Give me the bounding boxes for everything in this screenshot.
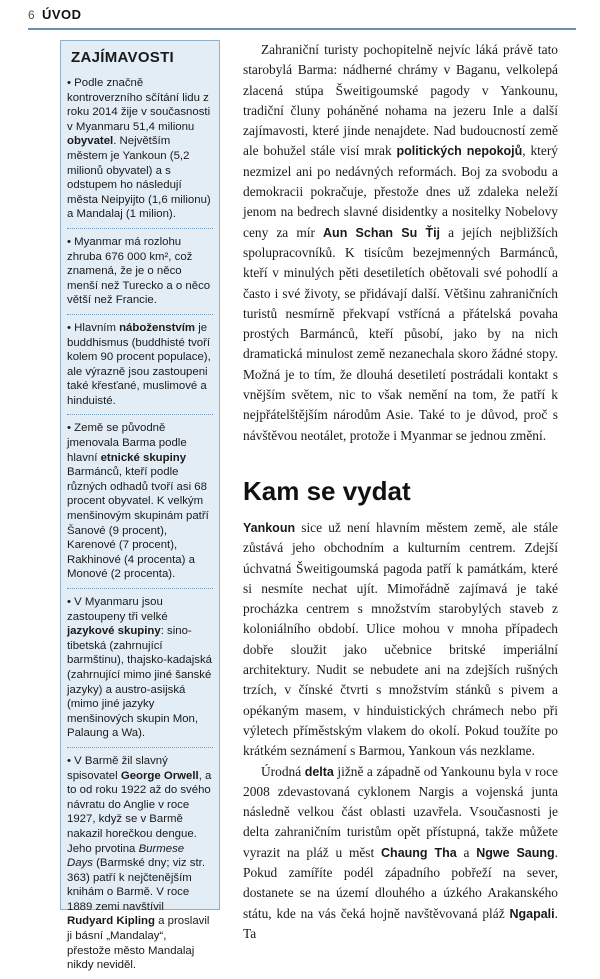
intro-paragraph: Zahraniční turisty pochopitelně nejvíc láká právě tato starobylá Barma: nádherné chrámy v Baganu, velkolepá zlacená stúpa Šweitigoumské pagody v Yankounu, tradiční čluny poháněné nohama na jezeru Inle a další zajímavosti, které jinde nenajdete. Nad budoucností země ale bohužel stále visí mrak politických nepokojů, který nezmizel ani po nedávných reformách. Boj za svobodu a demokracii pokračuje, přestože dnes už zdaleka neleží jenom na bedrech slavné disidentky a nositelky Nobelovy ceny za mír Aun Schan Su Ťij a jejích nejbližších spolupracovníků. K tisícům bezejmenných Barmánců, kteří v minulých pěti desetiletích obětovali své pohodlí a často i své životy, se přidávají další. Většinu zahraničních turistů nesmírně překvapí vstřícná a přátelská povaha prostých Barmánců, kteří působí, jako by na nich dramatická minulost země nezanechala skoro žádné stopy. Možná je to tím, že dlouhá desetiletí postrádali kontakt s vnějším světem, nic to však nemění na tom, že patří k nejpřátelštějším národům Asie. Také to je důvod, proč s návštěvou neotálet, protože i Myanmar se jednou změní.	[243, 42, 558, 443]
fact-population: • Podle značně kontroverzního sčítání lidu z roku 2014 žije v současnosti v Myanmaru 51,4 milionu obyvatel. Největším městem je Yankoun (5,2 milionů obyvatel) a s odstupem ho následují města Neipyijto (1,6 milionu) a Mandalaj (1 milion).	[67, 76, 213, 229]
main-text-column	[243, 40, 558, 944]
fact-writers: • V Barmě žil slavný spisovatel George Orwell, a to od roku 1922 až do svého návratu do Anglie v roce 1927, když se v Barmě nakazil horečkou dengue. Jeho prvotina Burmese Days (Barmské dny; viz str. 363) patří k nejčtenějším knihám o Barmě. V roce 1889 zemi navštívil Rudyard Kipling a proslavil ji básní „Mandalay“, přestože město Mandalaj nikdy neviděl.	[67, 754, 212, 972]
fact-religion: • Hlavním náboženstvím je buddhismus (buddhisté tvoří kolem 90 procent populace), ale výrazně jsou zastoupeni také křesťané, muslimové a hinduisté.	[67, 321, 213, 416]
delta-paragraph: Úrodná delta jižně a západně od Yankounu byla v roce 2008 zdevastovaná cyklonem Nargis a vojenská junta následně velkou část oblasti uzavřela. Vsoučasnosti je delta zahraničním turistům opět přístupná, takže můžete vyrazit na pláž u měst Chaung Tha a Ngwe Saung. Pokud zamíříte podél západního pobřeží na sever, dostanete se na území dlouhého a úzkého Arakanského státu, kde na vás čeká hojně navštěvovaná pláž Ngapali. Ta	[243, 763, 559, 941]
facts-sidebar	[60, 40, 220, 972]
page-header	[28, 6, 576, 30]
fact-area: • Myanmar má rozlohu zhruba 676 000 km², což znamená, že je o něco menší než Turecko a o něco větší než Francie.	[67, 235, 213, 315]
sidebar-title: ZAJÍMAVOSTI	[71, 49, 175, 66]
page-number: 6	[28, 8, 35, 22]
section-heading: Kam se vydat	[243, 475, 411, 506]
fact-languages: • V Myanmaru jsou zastoupeny tři velké jazykové skupiny: sino-tibetská (zahrnující barmštinu), thajsko-kadajská (zahrnující mimo jiné šanské jazyky) a austro-asijská (mimo jiné jazyky menšinových skupin Mon, Palaung a Wa).	[67, 595, 213, 748]
yankoun-paragraph: Yankoun sice už není hlavním městem země, ale stále zůstává jeho obchodním a kulturním centrem. Zdejší úchvatná Šweitigoumská pagoda patří k památkám, které si nesmíte nechat ujít. Mimořádně zajímavá je také procházka centrem s množstvím starobylých staveb z koloniálního období. Ulice mohou v mnoha případech dobře sloužit jako učebnice britské imperiální architektury. Nudit se nebudete ani na zdejších rušných trzích, v čínské čtvrti s množstvím stánků s pivem a opékaným masem, v hinduistických chrámech nebo při výletech příměstským vlakem do okolí. Pokud toužíte po krátkém seznámení s Barmou, Yankoun vás nezklame.	[243, 519, 558, 759]
fact-ethnic-groups: • Země se původně jmenovala Barma podle hlavní etnické skupiny Barmánců, kteří podle různých odhadů tvoří asi 68 procent obyvatel. K velkým menšinovým skupinám patří Šanové (9 procent), Karenové (7 procent), Rakhinové (4 procenta) a Monové (2 procenta).	[67, 421, 213, 589]
section-title: ÚVOD	[42, 7, 82, 22]
